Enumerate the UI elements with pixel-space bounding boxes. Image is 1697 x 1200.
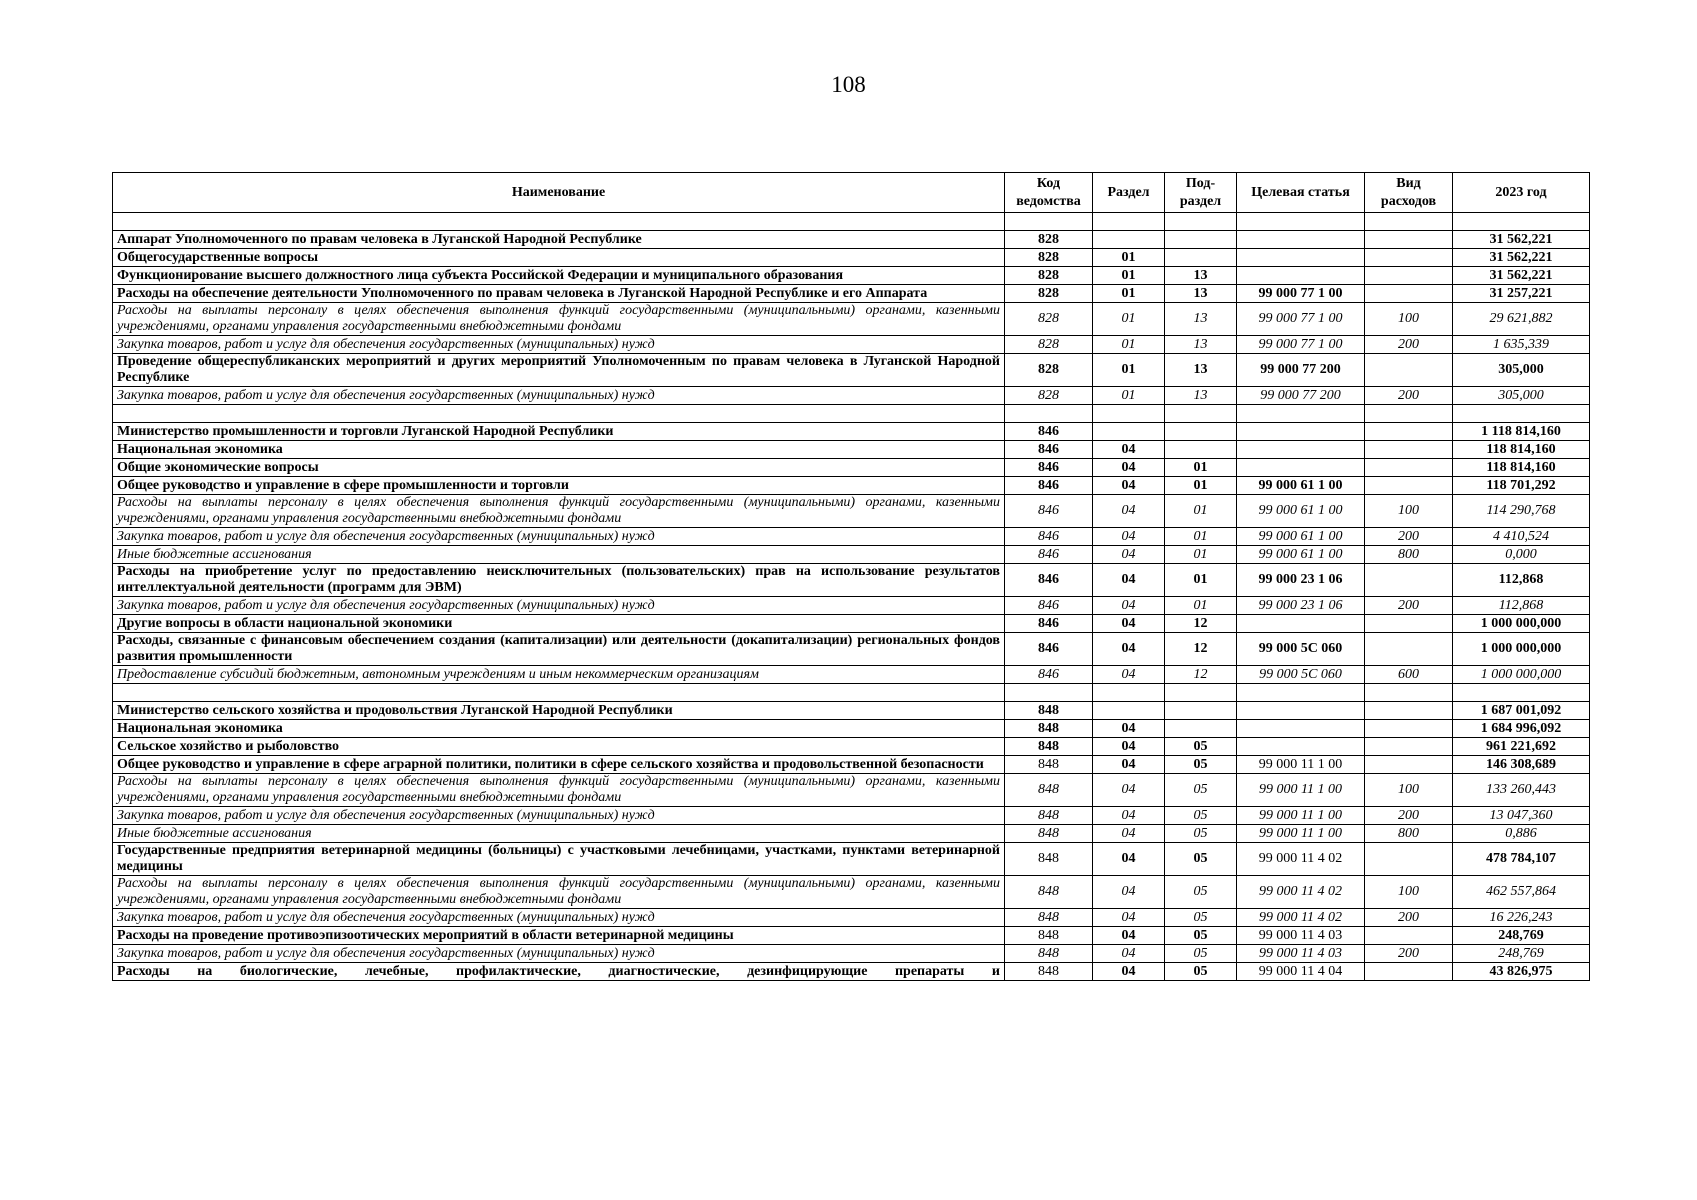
target-article (1237, 249, 1365, 267)
section: 04 (1093, 495, 1165, 528)
target-article: 99 000 11 1 00 (1237, 774, 1365, 807)
dept-code: 846 (1005, 477, 1093, 495)
dept-code: 846 (1005, 441, 1093, 459)
blank-cell (1237, 405, 1365, 423)
dept-code: 828 (1005, 267, 1093, 285)
target-article: 99 000 77 200 (1237, 354, 1365, 387)
table-row (113, 738, 1590, 756)
section: 01 (1093, 249, 1165, 267)
expense-type: 200 (1365, 945, 1453, 963)
section: 01 (1093, 387, 1165, 405)
section: 04 (1093, 564, 1165, 597)
amount-2023: 31 562,221 (1453, 267, 1590, 285)
table-row (113, 615, 1590, 633)
target-article: 99 000 77 200 (1237, 387, 1365, 405)
amount-2023: 16 226,243 (1453, 909, 1590, 927)
section: 04 (1093, 825, 1165, 843)
subsection: 01 (1165, 528, 1237, 546)
table-row (113, 336, 1590, 354)
row-name: Общее руководство и управление в сфере промышленности и торговли (113, 477, 1005, 495)
amount-2023: 248,769 (1453, 945, 1590, 963)
expense-type (1365, 477, 1453, 495)
expense-type: 800 (1365, 546, 1453, 564)
dept-code: 848 (1005, 876, 1093, 909)
section: 04 (1093, 774, 1165, 807)
expense-type: 200 (1365, 807, 1453, 825)
target-article (1237, 441, 1365, 459)
target-article: 99 000 11 4 02 (1237, 909, 1365, 927)
subsection: 01 (1165, 546, 1237, 564)
amount-2023: 29 621,882 (1453, 303, 1590, 336)
row-name: Расходы на обеспечение деятельности Уполномоченного по правам человека в Луганской Народной Республике и его Аппарата (113, 285, 1005, 303)
amount-2023: 1 687 001,092 (1453, 702, 1590, 720)
row-name (113, 963, 1005, 981)
subsection: 05 (1165, 756, 1237, 774)
row-name: Расходы, связанные с финансовым обеспечением создания (капитализации) или деятельности (докапитализации) региональных фондов развития промышленности (113, 633, 1005, 666)
expense-type (1365, 756, 1453, 774)
dept-code: 848 (1005, 927, 1093, 945)
section: 04 (1093, 666, 1165, 684)
subsection: 01 (1165, 597, 1237, 615)
blank-cell (1237, 684, 1365, 702)
blank-cell (1365, 213, 1453, 231)
subsection: 13 (1165, 267, 1237, 285)
amount-2023: 118 814,160 (1453, 459, 1590, 477)
section: 04 (1093, 945, 1165, 963)
row-name: Национальная экономика (113, 441, 1005, 459)
blank-cell (1005, 684, 1093, 702)
expense-type: 200 (1365, 336, 1453, 354)
row-name: Закупка товаров, работ и услуг для обеспечения государственных (муниципальных) нужд (113, 597, 1005, 615)
expense-type (1365, 441, 1453, 459)
section: 04 (1093, 597, 1165, 615)
dept-code: 846 (1005, 528, 1093, 546)
expense-type (1365, 702, 1453, 720)
header-name: Наименование (113, 173, 1005, 213)
amount-2023: 1 118 814,160 (1453, 423, 1590, 441)
subsection (1165, 441, 1237, 459)
amount-2023: 1 635,339 (1453, 336, 1590, 354)
blank-cell (1365, 405, 1453, 423)
row-name: Общегосударственные вопросы (113, 249, 1005, 267)
section: 04 (1093, 807, 1165, 825)
amount-2023: 961 221,692 (1453, 738, 1590, 756)
row-name: Расходы на приобретение услуг по предоставлению неисключительных (пользовательских) прав на использование результатов интеллектуальной деятельности (программ для ЭВМ) (113, 564, 1005, 597)
target-article (1237, 423, 1365, 441)
blank-cell (1165, 405, 1237, 423)
table-row (113, 807, 1590, 825)
header-year-2023: 2023 год (1453, 173, 1590, 213)
header-target-article: Целевая статья (1237, 173, 1365, 213)
target-article: 99 000 23 1 06 (1237, 564, 1365, 597)
subsection: 01 (1165, 495, 1237, 528)
amount-2023: 4 410,524 (1453, 528, 1590, 546)
section: 04 (1093, 441, 1165, 459)
target-article (1237, 231, 1365, 249)
section: 01 (1093, 336, 1165, 354)
expense-type: 200 (1365, 387, 1453, 405)
expense-type: 600 (1365, 666, 1453, 684)
header-section: Раздел (1093, 173, 1165, 213)
section: 04 (1093, 615, 1165, 633)
table-row (113, 876, 1590, 909)
target-article: 99 000 61 1 00 (1237, 546, 1365, 564)
table-row (113, 633, 1590, 666)
expense-type: 200 (1365, 909, 1453, 927)
row-name: Закупка товаров, работ и услуг для обеспечения государственных (муниципальных) нужд (113, 387, 1005, 405)
target-article: 99 000 61 1 00 (1237, 477, 1365, 495)
section (1093, 423, 1165, 441)
blank-cell (1005, 405, 1093, 423)
table-row (113, 945, 1590, 963)
row-name: Национальная экономика (113, 720, 1005, 738)
expense-type (1365, 963, 1453, 981)
blank-cell (1165, 684, 1237, 702)
target-article: 99 000 61 1 00 (1237, 495, 1365, 528)
amount-2023: 118 701,292 (1453, 477, 1590, 495)
blank-cell (1005, 213, 1093, 231)
expense-type: 800 (1365, 825, 1453, 843)
target-article: 99 000 77 1 00 (1237, 303, 1365, 336)
table-row (113, 459, 1590, 477)
blank-cell (1093, 213, 1165, 231)
subsection: 13 (1165, 354, 1237, 387)
target-article (1237, 738, 1365, 756)
dept-code: 846 (1005, 423, 1093, 441)
table-row (113, 423, 1590, 441)
table-row (113, 477, 1590, 495)
subsection: 05 (1165, 807, 1237, 825)
row-name: Расходы на выплаты персоналу в целях обеспечения выполнения функций государственными (муниципальными) органами, казенными учреждениями, органами управления государственными внебюджетными фондами (113, 876, 1005, 909)
row-name: Расходы на выплаты персоналу в целях обеспечения выполнения функций государственными (муниципальными) органами, казенными учреждениями, органами управления государственными внебюджетными фондами (113, 495, 1005, 528)
amount-2023: 1 000 000,000 (1453, 666, 1590, 684)
expense-type (1365, 615, 1453, 633)
dept-code: 828 (1005, 231, 1093, 249)
dept-code: 828 (1005, 336, 1093, 354)
subsection: 01 (1165, 564, 1237, 597)
subsection: 05 (1165, 843, 1237, 876)
table-row (113, 303, 1590, 336)
dept-code: 846 (1005, 597, 1093, 615)
amount-2023: 1 000 000,000 (1453, 633, 1590, 666)
subsection (1165, 720, 1237, 738)
row-name: Министерство промышленности и торговли Луганской Народной Республики (113, 423, 1005, 441)
target-article: 99 000 11 4 04 (1237, 963, 1365, 981)
dept-code: 828 (1005, 303, 1093, 336)
section: 04 (1093, 927, 1165, 945)
row-name: Общие экономические вопросы (113, 459, 1005, 477)
section: 01 (1093, 267, 1165, 285)
expense-type (1365, 423, 1453, 441)
amount-2023: 31 562,221 (1453, 249, 1590, 267)
row-name: Функционирование высшего должностного лица субъекта Российской Федерации и муниципального образования (113, 267, 1005, 285)
blank-cell (1453, 684, 1590, 702)
expense-type (1365, 927, 1453, 945)
blank-cell (113, 405, 1005, 423)
table-row (113, 495, 1590, 528)
section: 04 (1093, 876, 1165, 909)
row-name: Общее руководство и управление в сфере аграрной политики, политики в сфере сельского хозяйства и продовольственной безопасности (113, 756, 1005, 774)
row-name: Иные бюджетные ассигнования (113, 546, 1005, 564)
subsection: 13 (1165, 285, 1237, 303)
subsection: 13 (1165, 336, 1237, 354)
amount-2023: 31 257,221 (1453, 285, 1590, 303)
amount-2023: 114 290,768 (1453, 495, 1590, 528)
section: 01 (1093, 285, 1165, 303)
row-name: Министерство сельского хозяйства и продовольствия Луганской Народной Республики (113, 702, 1005, 720)
amount-2023: 248,769 (1453, 927, 1590, 945)
table-row (113, 441, 1590, 459)
target-article (1237, 702, 1365, 720)
section (1093, 702, 1165, 720)
blank-cell (1453, 213, 1590, 231)
amount-2023: 133 260,443 (1453, 774, 1590, 807)
table-row (113, 354, 1590, 387)
section: 04 (1093, 546, 1165, 564)
amount-2023: 112,868 (1453, 564, 1590, 597)
table-row (113, 774, 1590, 807)
dept-code: 846 (1005, 564, 1093, 597)
amount-2023: 1 000 000,000 (1453, 615, 1590, 633)
amount-2023: 305,000 (1453, 387, 1590, 405)
table-row (113, 231, 1590, 249)
row-name: Закупка товаров, работ и услуг для обеспечения государственных (муниципальных) нужд (113, 807, 1005, 825)
blank-cell (113, 213, 1005, 231)
blank-row (113, 213, 1590, 231)
dept-code: 848 (1005, 807, 1093, 825)
dept-code: 848 (1005, 702, 1093, 720)
amount-2023: 462 557,864 (1453, 876, 1590, 909)
dept-code: 848 (1005, 945, 1093, 963)
expense-type (1365, 564, 1453, 597)
blank-cell (1093, 405, 1165, 423)
row-name: Расходы на выплаты персоналу в целях обеспечения выполнения функций государственными (муниципальными) органами, казенными учреждениями, органами управления государственными внебюджетными фондами (113, 774, 1005, 807)
table-row (113, 546, 1590, 564)
target-article (1237, 720, 1365, 738)
section (1093, 231, 1165, 249)
subsection: 12 (1165, 633, 1237, 666)
row-name: Предоставление субсидий бюджетным, автономным учреждениям и иным некоммерческим организациям (113, 666, 1005, 684)
section: 04 (1093, 528, 1165, 546)
expense-type: 100 (1365, 774, 1453, 807)
dept-code: 846 (1005, 459, 1093, 477)
table-row (113, 267, 1590, 285)
dept-code: 846 (1005, 615, 1093, 633)
row-name-text: Расходы на биологические, лечебные, профилактические, диагностические, дезинфицирующие препараты и (117, 963, 1000, 979)
expense-type (1365, 720, 1453, 738)
blank-cell (113, 684, 1005, 702)
dept-code: 846 (1005, 495, 1093, 528)
row-name: Закупка товаров, работ и услуг для обеспечения государственных (муниципальных) нужд (113, 945, 1005, 963)
subsection: 05 (1165, 876, 1237, 909)
amount-2023: 146 308,689 (1453, 756, 1590, 774)
dept-code: 848 (1005, 963, 1093, 981)
row-name: Аппарат Уполномоченного по правам человека в Луганской Народной Республике (113, 231, 1005, 249)
amount-2023: 0,886 (1453, 825, 1590, 843)
expense-type: 100 (1365, 303, 1453, 336)
row-name: Расходы на проведение противоэпизоотических мероприятий в области ветеринарной медицины (113, 927, 1005, 945)
amount-2023: 0,000 (1453, 546, 1590, 564)
subsection: 12 (1165, 615, 1237, 633)
target-article: 99 000 77 1 00 (1237, 336, 1365, 354)
dept-code: 846 (1005, 666, 1093, 684)
table-row (113, 843, 1590, 876)
target-article: 99 000 77 1 00 (1237, 285, 1365, 303)
section: 04 (1093, 738, 1165, 756)
table-row (113, 285, 1590, 303)
row-name: Закупка товаров, работ и услуг для обеспечения государственных (муниципальных) нужд (113, 528, 1005, 546)
subsection: 05 (1165, 825, 1237, 843)
table-row (113, 249, 1590, 267)
row-name: Проведение общереспубликанских мероприятий и других мероприятий Уполномоченным по правам человека в Луганской Народной Республике (113, 354, 1005, 387)
subsection: 05 (1165, 738, 1237, 756)
dept-code: 846 (1005, 633, 1093, 666)
subsection (1165, 249, 1237, 267)
expense-type (1365, 249, 1453, 267)
header-dept-code: Код ведомства (1005, 173, 1093, 213)
section: 04 (1093, 756, 1165, 774)
subsection: 12 (1165, 666, 1237, 684)
dept-code: 828 (1005, 354, 1093, 387)
table-row (113, 927, 1590, 945)
table-row (113, 528, 1590, 546)
dept-code: 848 (1005, 909, 1093, 927)
amount-2023: 43 826,975 (1453, 963, 1590, 981)
table-row (113, 564, 1590, 597)
amount-2023: 478 784,107 (1453, 843, 1590, 876)
subsection (1165, 231, 1237, 249)
row-name: Закупка товаров, работ и услуг для обеспечения государственных (муниципальных) нужд (113, 909, 1005, 927)
expense-type: 200 (1365, 528, 1453, 546)
subsection: 13 (1165, 387, 1237, 405)
subsection: 05 (1165, 945, 1237, 963)
row-name: Иные бюджетные ассигнования (113, 825, 1005, 843)
page-number: 108 (831, 72, 866, 97)
blank-cell (1165, 213, 1237, 231)
dept-code: 848 (1005, 825, 1093, 843)
dept-code: 828 (1005, 387, 1093, 405)
subsection: 05 (1165, 963, 1237, 981)
subsection: 13 (1165, 303, 1237, 336)
expense-type: 100 (1365, 876, 1453, 909)
row-name: Расходы на выплаты персоналу в целях обеспечения выполнения функций государственными (муниципальными) органами, казенными учреждениями, органами управления государственными внебюджетными фондами (113, 303, 1005, 336)
target-article: 99 000 5С 060 (1237, 633, 1365, 666)
target-article (1237, 267, 1365, 285)
section: 04 (1093, 720, 1165, 738)
blank-row (113, 684, 1590, 702)
header-subsection: Под-раздел (1165, 173, 1237, 213)
dept-code: 848 (1005, 756, 1093, 774)
section: 04 (1093, 843, 1165, 876)
expense-type (1365, 843, 1453, 876)
expense-type (1365, 738, 1453, 756)
section: 04 (1093, 477, 1165, 495)
blank-cell (1237, 213, 1365, 231)
expense-type (1365, 285, 1453, 303)
row-name: Закупка товаров, работ и услуг для обеспечения государственных (муниципальных) нужд (113, 336, 1005, 354)
target-article: 99 000 11 4 02 (1237, 876, 1365, 909)
section: 01 (1093, 303, 1165, 336)
dept-code: 848 (1005, 843, 1093, 876)
dept-code: 848 (1005, 738, 1093, 756)
section: 04 (1093, 909, 1165, 927)
target-article: 99 000 11 1 00 (1237, 807, 1365, 825)
section: 01 (1093, 354, 1165, 387)
section: 04 (1093, 459, 1165, 477)
subsection (1165, 702, 1237, 720)
subsection: 01 (1165, 477, 1237, 495)
expense-type: 200 (1365, 597, 1453, 615)
amount-2023: 31 562,221 (1453, 231, 1590, 249)
table-row (113, 909, 1590, 927)
target-article: 99 000 11 1 00 (1237, 825, 1365, 843)
header-expense-type: Вид расходов (1365, 173, 1453, 213)
section: 04 (1093, 633, 1165, 666)
expense-type (1365, 354, 1453, 387)
table-row (113, 963, 1590, 981)
section: 04 (1093, 963, 1165, 981)
amount-2023: 13 047,360 (1453, 807, 1590, 825)
target-article: 99 000 5С 060 (1237, 666, 1365, 684)
row-name: Другие вопросы в области национальной экономики (113, 615, 1005, 633)
dept-code: 848 (1005, 774, 1093, 807)
blank-cell (1093, 684, 1165, 702)
target-article: 99 000 11 4 03 (1237, 945, 1365, 963)
blank-cell (1453, 405, 1590, 423)
amount-2023: 305,000 (1453, 354, 1590, 387)
budget-table (112, 172, 1590, 981)
dept-code: 848 (1005, 720, 1093, 738)
table-row (113, 597, 1590, 615)
expense-type (1365, 267, 1453, 285)
target-article: 99 000 23 1 06 (1237, 597, 1365, 615)
amount-2023: 118 814,160 (1453, 441, 1590, 459)
row-name: Государственные предприятия ветеринарной медицины (больницы) с участковыми лечебницами, участками, пунктами ветеринарной медицины (113, 843, 1005, 876)
subsection: 01 (1165, 459, 1237, 477)
expense-type (1365, 633, 1453, 666)
subsection: 05 (1165, 774, 1237, 807)
table-row (113, 387, 1590, 405)
amount-2023: 1 684 996,092 (1453, 720, 1590, 738)
blank-cell (1365, 684, 1453, 702)
subsection: 05 (1165, 927, 1237, 945)
table-row (113, 825, 1590, 843)
amount-2023: 112,868 (1453, 597, 1590, 615)
dept-code: 846 (1005, 546, 1093, 564)
target-article: 99 000 11 4 03 (1237, 927, 1365, 945)
expense-type: 100 (1365, 495, 1453, 528)
expense-type (1365, 231, 1453, 249)
row-name: Сельское хозяйство и рыболовство (113, 738, 1005, 756)
target-article: 99 000 11 4 02 (1237, 843, 1365, 876)
target-article (1237, 459, 1365, 477)
table-row (113, 666, 1590, 684)
target-article (1237, 615, 1365, 633)
expense-type (1365, 459, 1453, 477)
table-row (113, 702, 1590, 720)
table-header-row (113, 173, 1590, 213)
table-row (113, 756, 1590, 774)
subsection: 05 (1165, 909, 1237, 927)
dept-code: 828 (1005, 285, 1093, 303)
target-article: 99 000 61 1 00 (1237, 528, 1365, 546)
target-article: 99 000 11 1 00 (1237, 756, 1365, 774)
subsection (1165, 423, 1237, 441)
blank-row (113, 405, 1590, 423)
dept-code: 828 (1005, 249, 1093, 267)
table-row (113, 720, 1590, 738)
